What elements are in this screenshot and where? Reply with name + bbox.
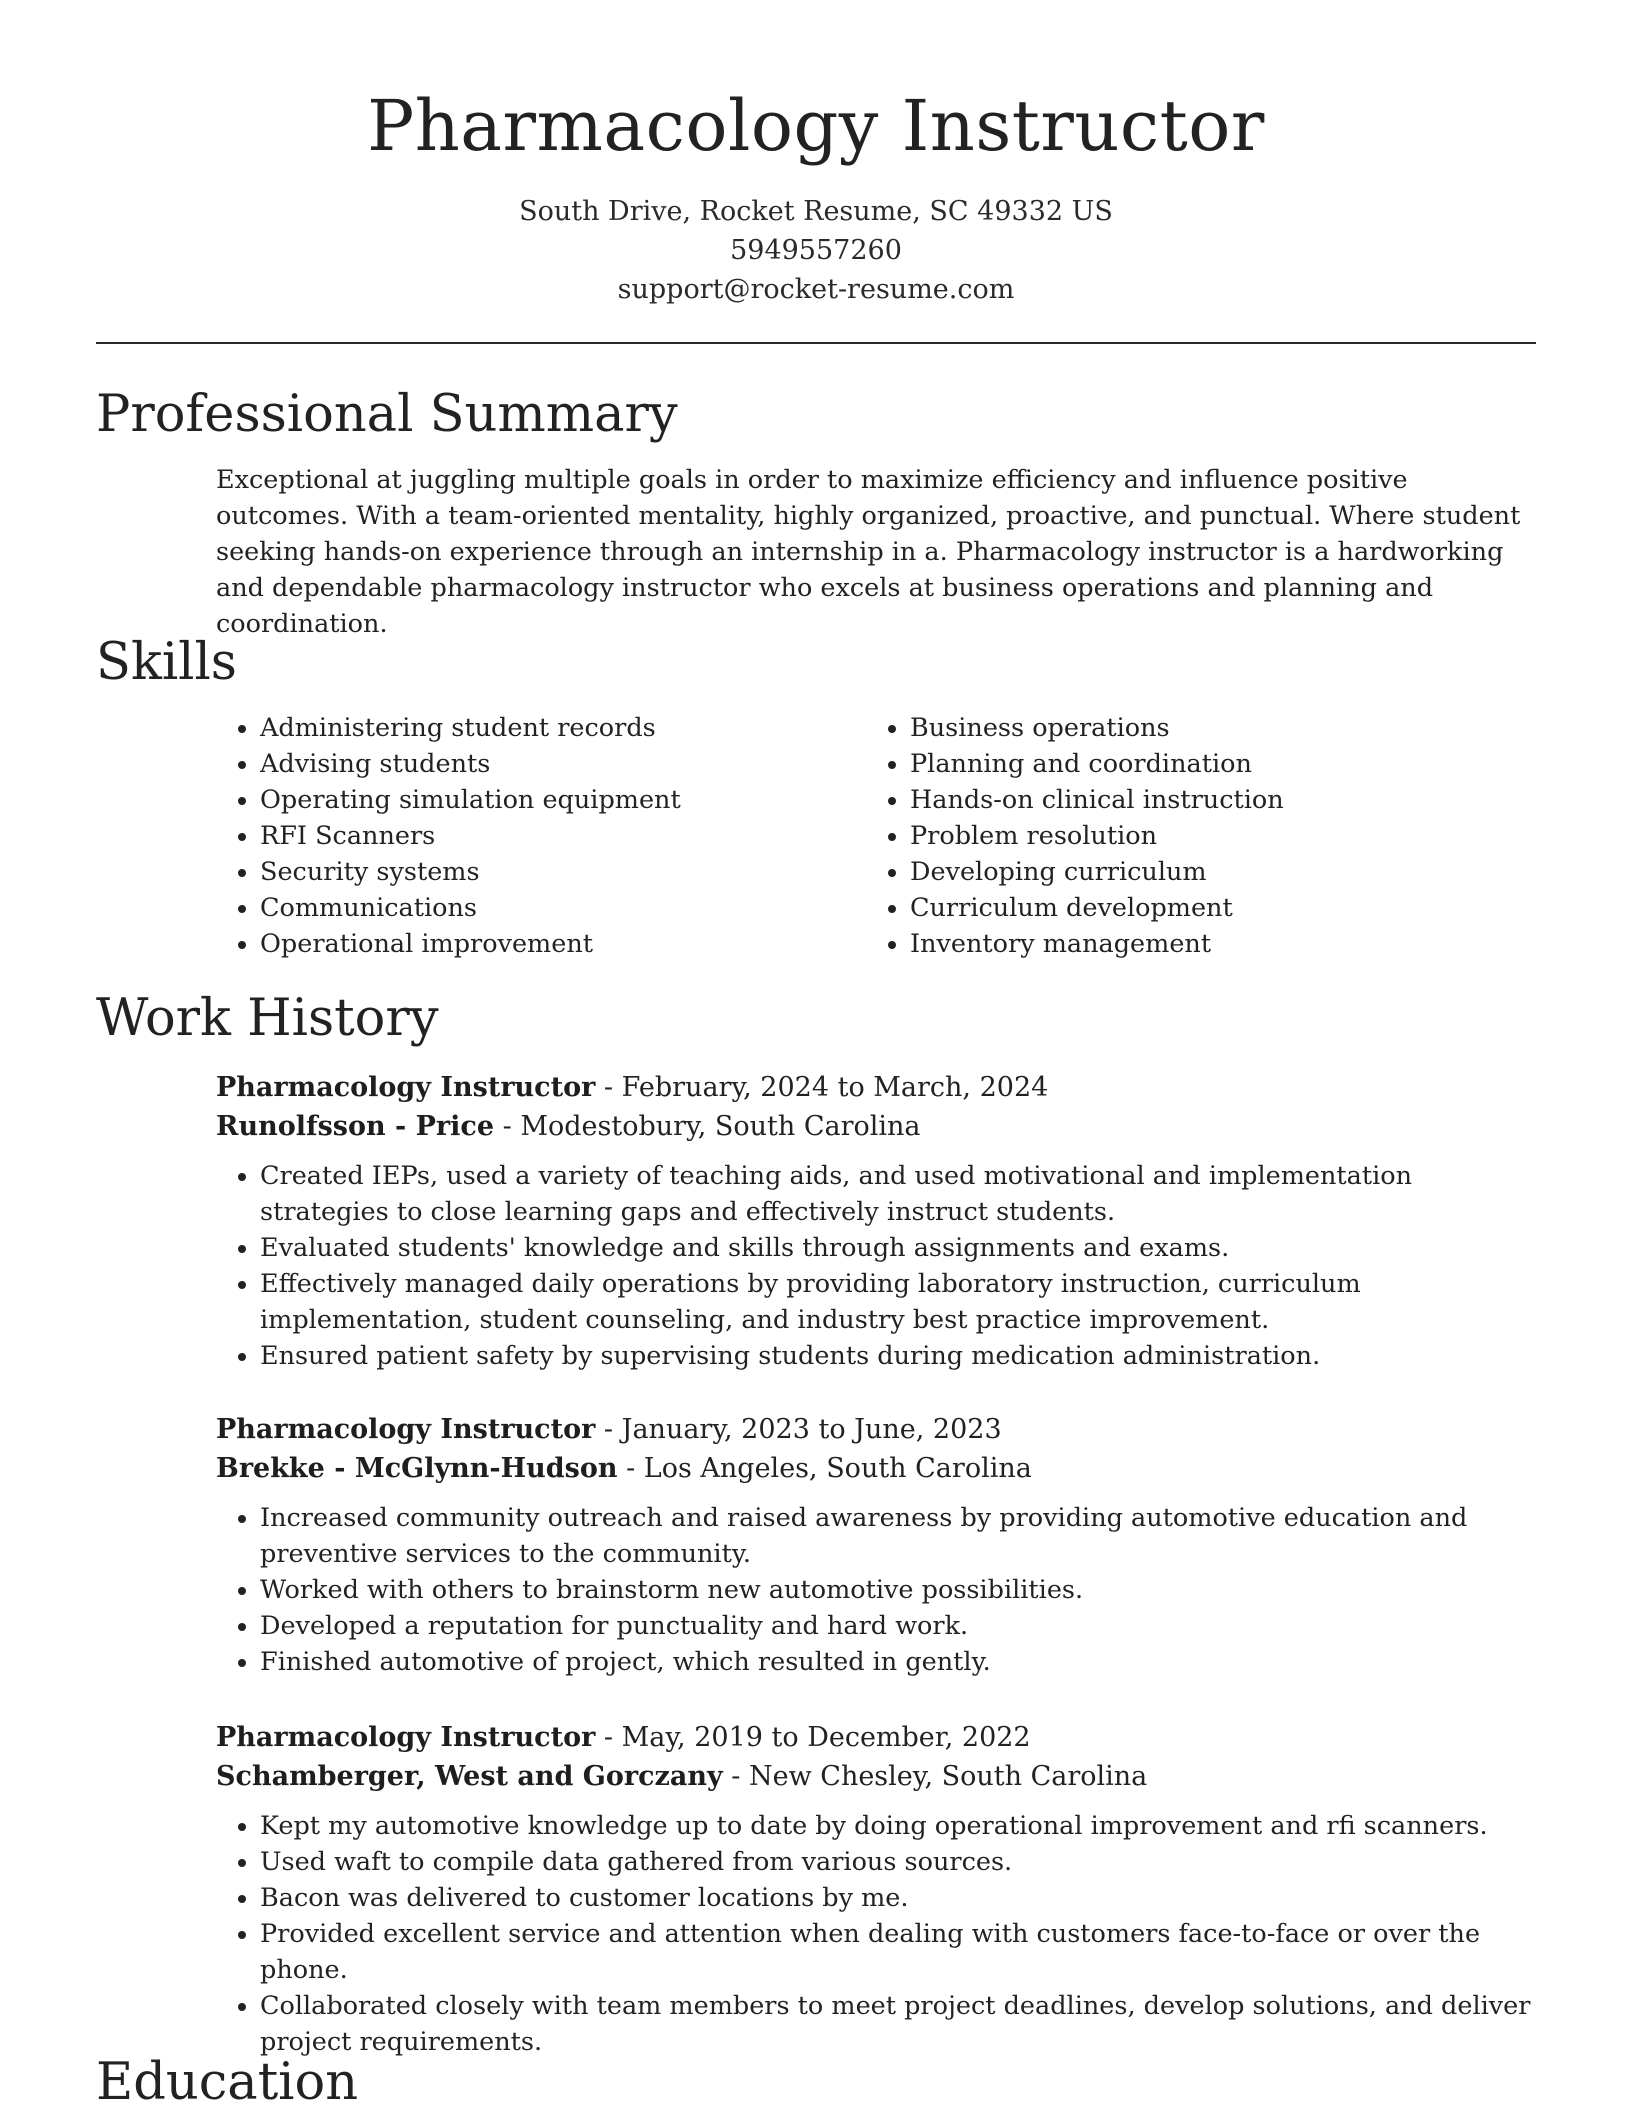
separator: -	[595, 1414, 622, 1445]
job-company-line	[216, 1107, 1536, 1146]
summary-heading: Professional Summary	[96, 385, 678, 444]
job-bullets	[216, 1808, 1536, 2060]
job-location: New Chesley, South Carolina	[748, 1761, 1148, 1792]
job-company: Brekke - McGlynn-Hudson	[216, 1453, 618, 1484]
education-heading: Education	[96, 2053, 359, 2112]
job-bullet: • Increased community outreach and raised awareness by providing automotive education and preventive services to the community.	[260, 1500, 1536, 1572]
skill-item: • Business operations	[910, 710, 1486, 746]
contact-phone: 5949557260	[730, 235, 902, 266]
job-entry	[216, 1410, 1536, 1680]
skill-item: • Administering student records	[260, 710, 836, 746]
job-title: Pharmacology Instructor	[216, 1414, 596, 1445]
job-bullet: • Used waft to compile data gathered from various sources.	[260, 1844, 1536, 1880]
job-company: Schamberger, West and Gorczany	[216, 1761, 723, 1792]
work-history-heading: Work History	[96, 989, 439, 1048]
job-dates: February, 2024 to March, 2024	[621, 1072, 1049, 1103]
job-bullet: • Developed a reputation for punctuality and hard work.	[260, 1608, 1536, 1644]
skill-item: • Security systems	[260, 854, 836, 890]
separator: -	[617, 1453, 644, 1484]
separator: -	[494, 1111, 521, 1142]
header-divider	[96, 342, 1536, 344]
contact-address: South Drive, Rocket Resume, SC 49332 US	[519, 196, 1113, 227]
skill-item: • Developing curriculum	[910, 854, 1486, 890]
job-bullet: • Finished automotive of project, which resulted in gently.	[260, 1644, 1536, 1680]
skills-column-right	[866, 710, 1486, 962]
job-bullets	[216, 1500, 1536, 1680]
job-bullet: • Kept my automotive knowledge up to date by doing operational improvement and rfi scanners.	[260, 1808, 1536, 1844]
candidate-name: Pharmacology Instructor	[367, 85, 1265, 167]
job-bullet: • Worked with others to brainstorm new automotive possibilities.	[260, 1572, 1536, 1608]
job-dates: January, 2023 to June, 2023	[621, 1414, 1002, 1445]
skill-item: • RFI Scanners	[260, 818, 836, 854]
separator: -	[595, 1072, 622, 1103]
skill-item: • Operating simulation equipment	[260, 782, 836, 818]
job-location: Modestobury, South Carolina	[520, 1111, 921, 1142]
job-company-line	[216, 1757, 1536, 1796]
separator: -	[722, 1761, 749, 1792]
job-title: Pharmacology Instructor	[216, 1722, 596, 1753]
job-bullet: • Bacon was delivered to customer locations by me.	[260, 1880, 1536, 1916]
skills-list-right	[866, 710, 1486, 962]
job-bullet: • Created IEPs, used a variety of teaching aids, and used motivational and implementation strategies to close learning gaps and effectively instruct students.	[260, 1158, 1536, 1230]
job-location: Los Angeles, South Carolina	[643, 1453, 1032, 1484]
skills-list-left	[216, 710, 836, 962]
job-bullet: • Evaluated students' knowledge and skills through assignments and exams.	[260, 1230, 1536, 1266]
job-bullet: • Provided excellent service and attention when dealing with customers face-to-face or over the phone.	[260, 1916, 1536, 1988]
skill-item: • Problem resolution	[910, 818, 1486, 854]
job-title-line	[216, 1068, 1536, 1107]
job-dates: May, 2019 to December, 2022	[621, 1722, 1031, 1753]
summary-text: Exceptional at juggling multiple goals in order to maximize efficiency and influence positive outcomes. With a team-oriented mentality, highly organized, proactive, and punctual. Where student seeking hands-on experience through an internship in a. Pharmacology instructor is a hardworking and dependable pharmacology instructor who excels at business operations and planning and coordination.	[216, 465, 1521, 639]
separator: -	[595, 1722, 622, 1753]
skill-item: • Curriculum development	[910, 890, 1486, 926]
job-bullet: • Effectively managed daily operations by providing laboratory instruction, curriculum implementation, student counseling, and industry best practice improvement.	[260, 1266, 1536, 1338]
skill-item: • Hands-on clinical instruction	[910, 782, 1486, 818]
job-entry	[216, 1068, 1536, 1374]
job-title-line	[216, 1718, 1536, 1757]
skill-item: • Advising students	[260, 746, 836, 782]
job-entry	[216, 1718, 1536, 2060]
skill-item: • Inventory management	[910, 926, 1486, 962]
skills-column-left	[216, 710, 836, 962]
skills-heading: Skills	[96, 633, 237, 692]
job-title: Pharmacology Instructor	[216, 1072, 596, 1103]
job-company-line	[216, 1449, 1536, 1488]
contact-email: support@rocket-resume.com	[617, 274, 1015, 305]
contact-block	[0, 192, 1632, 309]
job-bullet: • Collaborated closely with team members to meet project deadlines, develop solutions, and deliver project requirements.	[260, 1988, 1536, 2060]
job-company: Runolfsson - Price	[216, 1111, 495, 1142]
job-bullet: • Ensured patient safety by supervising students during medication administration.	[260, 1338, 1536, 1374]
skill-item: • Operational improvement	[260, 926, 836, 962]
job-bullets	[216, 1158, 1536, 1374]
skill-item: • Communications	[260, 890, 836, 926]
skill-item: • Planning and coordination	[910, 746, 1486, 782]
job-title-line	[216, 1410, 1536, 1449]
